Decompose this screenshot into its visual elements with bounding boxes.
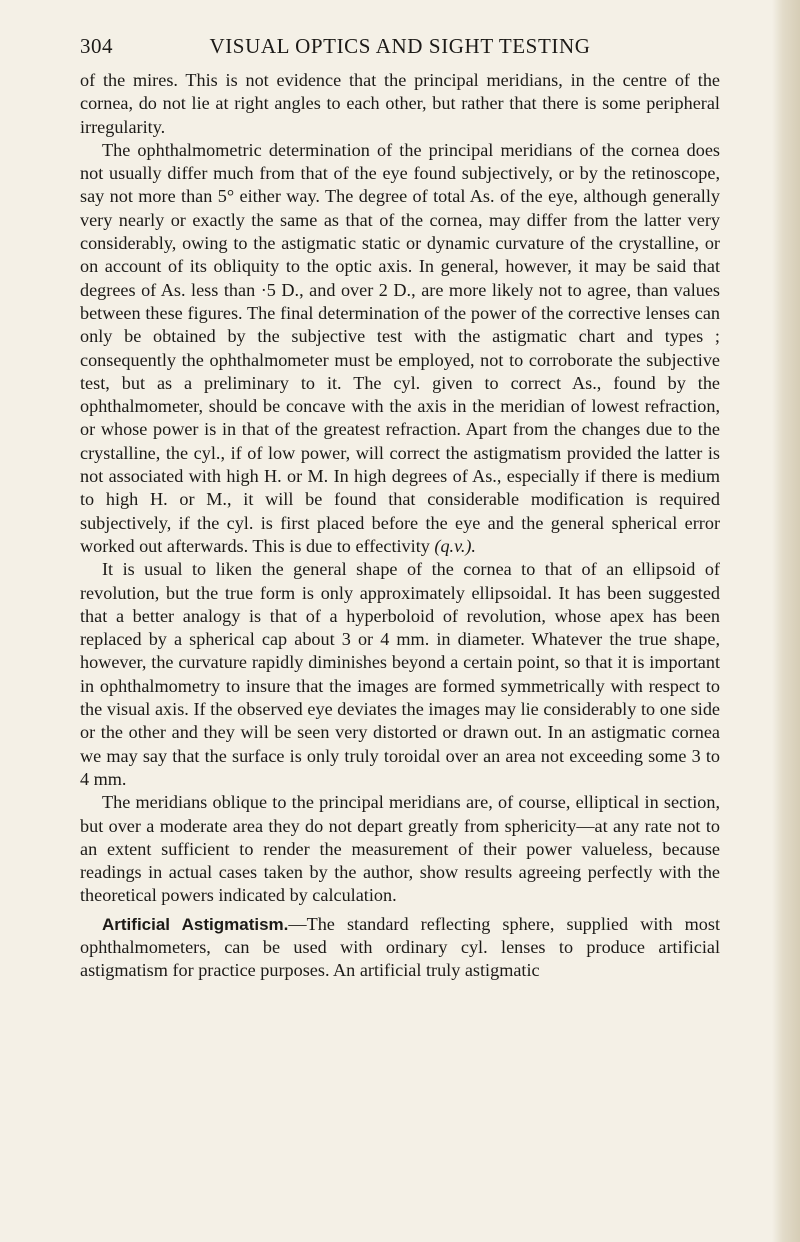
paragraph-5 bbox=[80, 913, 720, 983]
paragraph-5-text: —The standard reflecting sphere, supplied with most ophthalmometers, can be used with ordinary cyl. lenses to produce artificial astigmatism for practice purposes. An artificial truly astigmatic bbox=[80, 913, 721, 981]
cross-reference: (q.v.). bbox=[434, 535, 476, 556]
paragraph-2 bbox=[80, 139, 720, 558]
paragraph-1 bbox=[80, 69, 720, 139]
page-number: 304 bbox=[80, 34, 113, 58]
paragraph-3-text: It is usual to liken the general shape of the cornea to that of an ellipsoid of revolution, but the true form is only approximately ellipsoidal. It has been suggested that a better analogy is that of a hyperboloid of revolution, whose apex has been replaced by a spherical cap about 3 or 4 mm. in diameter. Whatever the true shape, however, the curvature rapidly diminishes beyond a certain point, so that it is important in ophthalmometry to insure that the images are formed symmetrically with respect to the visual axis. If the observed eye deviates the images may lie considerably to one side or the other and they will be seen very distorted or drawn out. In an astigmatic cornea we may say that the surface is only truly toroidal over an area not exceeding some 3 to 4 mm. bbox=[80, 559, 720, 789]
paragraph-4 bbox=[80, 791, 720, 907]
section-heading: Artificial Astigmatism. bbox=[102, 914, 289, 934]
paragraph-3 bbox=[80, 558, 720, 791]
running-title: VISUAL OPTICS AND SIGHT TESTING bbox=[209, 34, 591, 58]
page-edge-shadow bbox=[772, 0, 800, 1242]
page-header bbox=[80, 34, 720, 62]
paragraph-2-text: The ophthalmometric determination of the principal meridians of the cornea does not usually differ much from that of the eye found subjectively, or by the retinoscope, say not more than 5° either way. The degree of total As. of the eye, although generally very nearly or exactly the same as that of the cornea, may differ from the latter very considerably, owing to the astigmatic static or dynamic curvature of the crystalline, or on account of its obliquity to the optic axis. In general, however, it may be said that degrees of As. less than ·5 D., and over 2 D., are more likely not to agree, than values between these figures. The final determination of the power of the corrective lenses can only be obtained by the subjective test with the astigmatic chart and types ; consequently the ophthalmometer must be employed, not to corroborate the subjective test, but as a preliminary to it. The cyl. given to correct As., found by the ophthalmometer, should be concave with the axis in the meridian of lowest refraction, or whose power is in that of the greatest refraction. Apart from the changes due to the crystalline, the cyl., if of low power, will correct the astigmatism provided the latter is not associated with high H. or M. In high degrees of As., especially if there is medium to high H. or M., it will be found that considerable modification is required subjectively, if the cyl. is first placed before the eye and the general spherical error worked out afterwards. This is due to effectivity bbox=[80, 139, 720, 556]
paragraph-1-text: of the mires. This is not evidence that the principal meridians, in the centre of the cornea, do not lie at right angles to each other, but rather that there is some peripheral irregularity. bbox=[80, 70, 720, 137]
paragraph-4-text: The meridians oblique to the principal meridians are, of course, elliptical in section, but over a moderate area they do not depart greatly from sphericity—at any rate not to an extent sufficient to render the measurement of their power valueless, because readings in actual cases taken by the author, show results agreeing perfectly with the theoretical powers indicated by calculation. bbox=[80, 792, 720, 906]
body-text bbox=[80, 69, 720, 983]
